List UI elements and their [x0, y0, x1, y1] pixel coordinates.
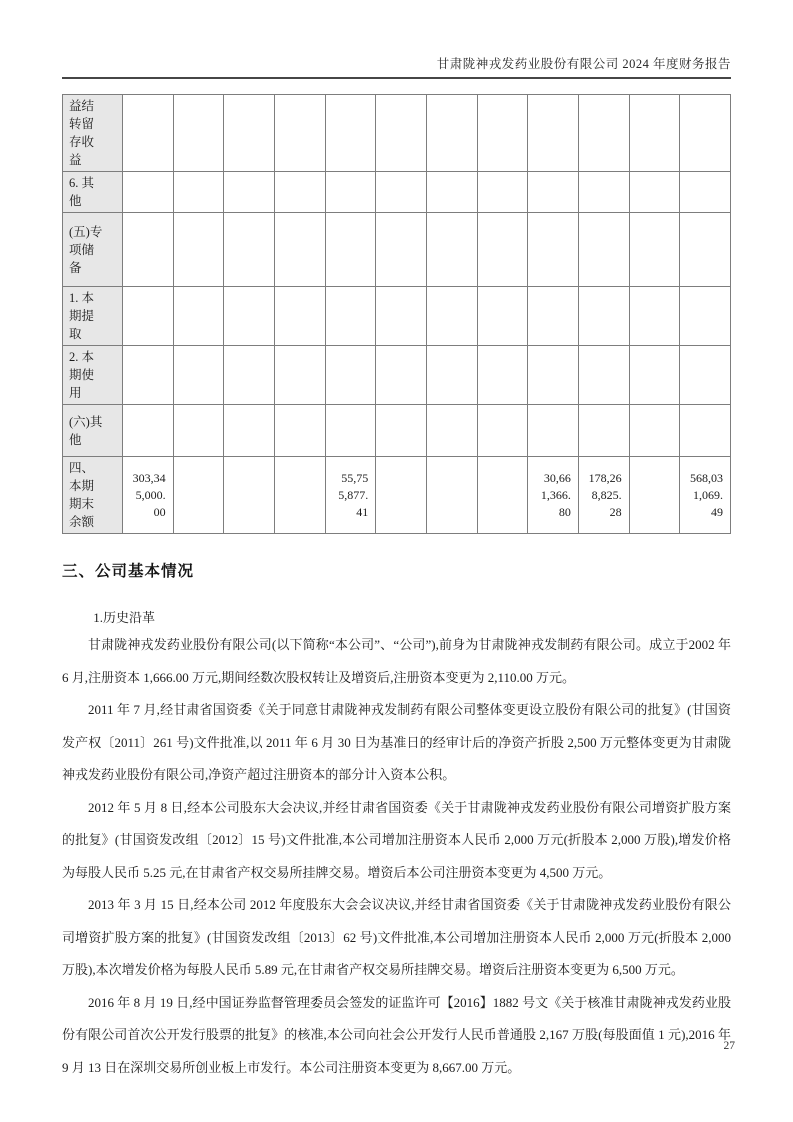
table-cell	[680, 95, 731, 172]
table-cell	[274, 213, 325, 287]
table-cell: 178,268,825.28	[578, 457, 629, 534]
table-cell	[426, 95, 477, 172]
table-cell	[173, 172, 224, 213]
table-cell	[426, 213, 477, 287]
table-row	[63, 172, 731, 213]
history-paragraph: 2012 年 5 月 8 日,经本公司股东大会决议,并经甘肃省国资委《关于甘肃陇神戎发药业股份有限公司增资扩股方案的批复》(甘国资发改组〔2012〕15 号)文件批准,本公司增加注册资本人民币 2,000 万元(折股本 2,000 万股),增发价格为每股人民币 5.25 元,在甘肃省产权交易所挂牌交易。增资后本公司注册资本变更为 4,500 万元。	[62, 799, 731, 880]
report-header	[62, 0, 731, 79]
table-cell	[274, 457, 325, 534]
history-paragraph: 甘肃陇神戎发药业股份有限公司(以下简称“本公司”、“公司”),前身为甘肃陇神戎发制药有限公司。成立于2002 年 6 月,注册资本 1,666.00 万元,期间经数次股权转让及增资后,注册资本变更为 2,110.00 万元。	[62, 637, 731, 685]
table-cell	[376, 346, 427, 405]
table-cell	[426, 172, 477, 213]
table-cell	[680, 172, 731, 213]
table-cell	[325, 213, 376, 287]
table-cell	[578, 213, 629, 287]
table-body	[63, 95, 731, 534]
table-cell	[680, 287, 731, 346]
table-cell	[325, 405, 376, 457]
table-cell	[224, 95, 275, 172]
table-row	[63, 213, 731, 287]
table-cell	[578, 95, 629, 172]
table-row	[63, 346, 731, 405]
table-cell	[173, 405, 224, 457]
table-cell	[123, 213, 174, 287]
table-cell: 303,345,000.00	[123, 457, 174, 534]
table-cell	[123, 405, 174, 457]
table-cell	[173, 95, 224, 172]
table-cell	[629, 457, 680, 534]
table-cell	[629, 405, 680, 457]
table-cell	[274, 287, 325, 346]
table-cell	[173, 287, 224, 346]
row-label: 益结转留存收益	[63, 95, 123, 172]
table-cell	[325, 172, 376, 213]
table-cell	[224, 213, 275, 287]
table-cell	[224, 405, 275, 457]
table-cell	[376, 213, 427, 287]
row-label: (六)其他	[63, 405, 123, 457]
history-text-block	[62, 629, 731, 1084]
row-label: 2. 本期使用	[63, 346, 123, 405]
table-cell	[477, 287, 528, 346]
table-cell	[274, 95, 325, 172]
table-cell	[123, 95, 174, 172]
table-cell	[376, 95, 427, 172]
table-cell	[528, 213, 579, 287]
table-cell	[376, 172, 427, 213]
table-row	[63, 405, 731, 457]
table-cell	[173, 457, 224, 534]
table-cell	[629, 287, 680, 346]
table-cell	[426, 346, 477, 405]
page-number: 27	[723, 1040, 735, 1052]
table-cell	[274, 405, 325, 457]
table-cell	[578, 287, 629, 346]
table-cell	[477, 346, 528, 405]
table-cell	[578, 172, 629, 213]
table-cell	[274, 172, 325, 213]
table-cell	[629, 172, 680, 213]
table-cell	[528, 346, 579, 405]
table-cell	[224, 346, 275, 405]
table-cell	[680, 346, 731, 405]
section-heading: 三、公司基本情况	[62, 563, 195, 580]
history-paragraph: 2013 年 3 月 15 日,经本公司 2012 年度股东大会会议决议,并经甘肃省国资委《关于甘肃陇神戎发药业股份有限公司增资扩股方案的批复》(甘国资发改组〔2013〕62 号)文件批准,本公司增加注册资本人民币 2,000 万元(折股本 2,000 万股),本次增发价格为每股人民币 5.89 元,在甘肃省产权交易所挂牌交易。增资后注册资本变更为 6,500 万元。	[62, 897, 731, 977]
table-cell	[578, 346, 629, 405]
table-cell	[528, 405, 579, 457]
table-cell	[477, 95, 528, 172]
table-cell	[629, 213, 680, 287]
table-cell	[224, 457, 275, 534]
table-cell: 55,755,877.41	[325, 457, 376, 534]
table-cell	[224, 287, 275, 346]
table-cell	[123, 287, 174, 346]
equity-change-table	[62, 94, 731, 534]
table-cell	[528, 95, 579, 172]
table-cell	[528, 172, 579, 213]
subsection-heading: 1.历史沿革	[93, 610, 155, 625]
table-cell	[477, 405, 528, 457]
table-cell	[680, 213, 731, 287]
history-paragraph: 2011 年 7 月,经甘肃省国资委《关于同意甘肃陇神戎发制药有限公司整体变更设立股份有限公司的批复》(甘国资发产权〔2011〕261 号)文件批准,以 2011 年 6 月 30 日为基准日的经审计后的净资产折股 2,500 万元整体变更为甘肃陇神戎发药业股份有限公司,净资产超过注册资本的部分计入资本公积。	[62, 702, 731, 782]
table-cell: 568,031,069.49	[680, 457, 731, 534]
table-cell	[325, 287, 376, 346]
table-cell	[274, 346, 325, 405]
table-row	[63, 287, 731, 346]
table-cell	[528, 287, 579, 346]
row-label: 1. 本期提取	[63, 287, 123, 346]
table-cell	[224, 172, 275, 213]
table-row	[63, 457, 731, 534]
table-cell	[123, 172, 174, 213]
table-cell	[426, 405, 477, 457]
table-cell	[123, 346, 174, 405]
table-cell	[173, 346, 224, 405]
table-cell	[578, 405, 629, 457]
table-cell	[325, 95, 376, 172]
table-cell	[477, 213, 528, 287]
row-label: 四、本期期末余额	[63, 457, 123, 534]
table-cell	[325, 346, 376, 405]
table-cell	[629, 346, 680, 405]
report-title: 甘肃陇神戎发药业股份有限公司 2024 年度财务报告	[436, 57, 731, 71]
row-label: (五)专项储备	[63, 213, 123, 287]
table-cell	[376, 405, 427, 457]
table-cell	[173, 213, 224, 287]
table-cell	[376, 457, 427, 534]
table-cell	[629, 95, 680, 172]
table-cell: 30,661,366.80	[528, 457, 579, 534]
table-cell	[426, 457, 477, 534]
table-cell	[426, 287, 477, 346]
history-paragraph: 2016 年 8 月 19 日,经中国证券监督管理委员会签发的证监许可【2016】1882 号文《关于核准甘肃陇神戎发药业股份有限公司首次公开发行股票的批复》的核准,本公司向社会公开发行人民币普通股 2,167 万股(每股面值 1 元),2016 年 9 月 13 日在深圳交易所创业板上市发行。本公司注册资本变更为 8,667.00 万元。	[62, 994, 731, 1075]
row-label: 6. 其他	[63, 172, 123, 213]
table-cell	[477, 457, 528, 534]
table-row	[63, 95, 731, 172]
table-cell	[477, 172, 528, 213]
table-cell	[680, 405, 731, 457]
table-cell	[376, 287, 427, 346]
